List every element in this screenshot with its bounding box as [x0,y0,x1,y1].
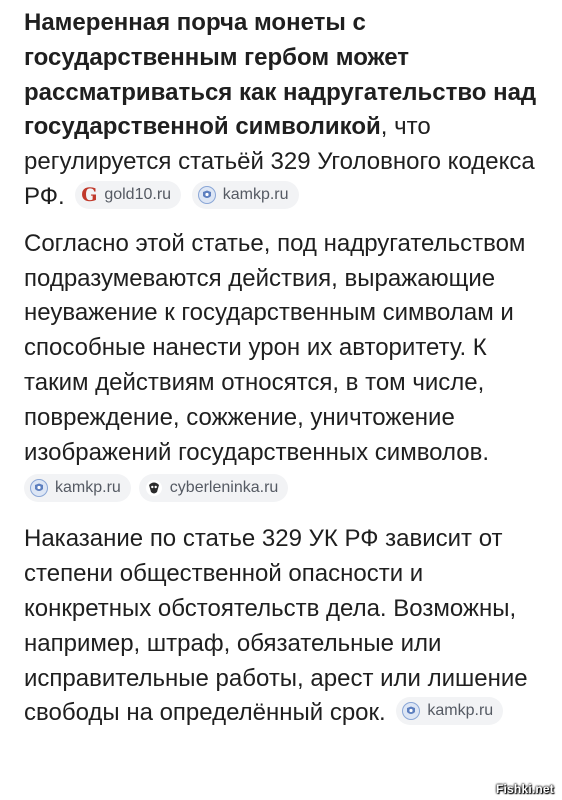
source-chip-label: kamkp.ru [222,185,289,203]
paragraph-1 [24,6,544,215]
cyberleninka-logo-icon [145,479,163,497]
paragraph-1-bold: Намеренная порча монеты с государственным гербом может рассматриваться как надругательство над государственной символикой [24,9,537,141]
paragraph-3 [24,522,544,731]
g-letter-icon: G [81,183,98,206]
source-chip-kamkp[interactable] [396,697,503,725]
source-chip-label: gold10.ru [104,185,172,203]
source-chip-kamkp[interactable] [192,181,299,209]
kamkp-logo-icon [402,702,420,720]
watermark: Fishki.net [495,782,554,796]
answer-content [24,6,544,743]
source-chip-cyberleninka[interactable] [139,474,289,502]
kamkp-logo-icon [198,186,216,204]
source-chip-label: kamkp.ru [427,702,494,720]
paragraph-2-sources [24,474,544,502]
source-chip-gold10[interactable] [75,181,181,209]
source-chip-label: kamkp.ru [55,479,121,497]
paragraph-1-rest: , что регулируется статьёй 329 Уголовного кодекса РФ. [24,113,535,210]
paragraph-3-text: Наказание по статье 329 УК РФ зависит от степени общественной опасности и конкретных обстоятельств дела. Возможны, например, штраф, обязательные или исправительные работы, арест или лишение свободы на определённый срок. [24,525,528,727]
paragraph-2: Согласно этой статье, под надругательством подразумеваются действия, выражающие неуважение к государственным символам и способные нанести урон их авторитету. К таким действиям относятся, в том числе, повреждение, сожжение, уничтожение изображений государственных символов. [24,229,526,466]
kamkp-logo-icon [30,479,48,497]
source-chip-label: cyberleninka.ru [169,479,279,497]
source-chip-kamkp[interactable] [24,474,131,502]
